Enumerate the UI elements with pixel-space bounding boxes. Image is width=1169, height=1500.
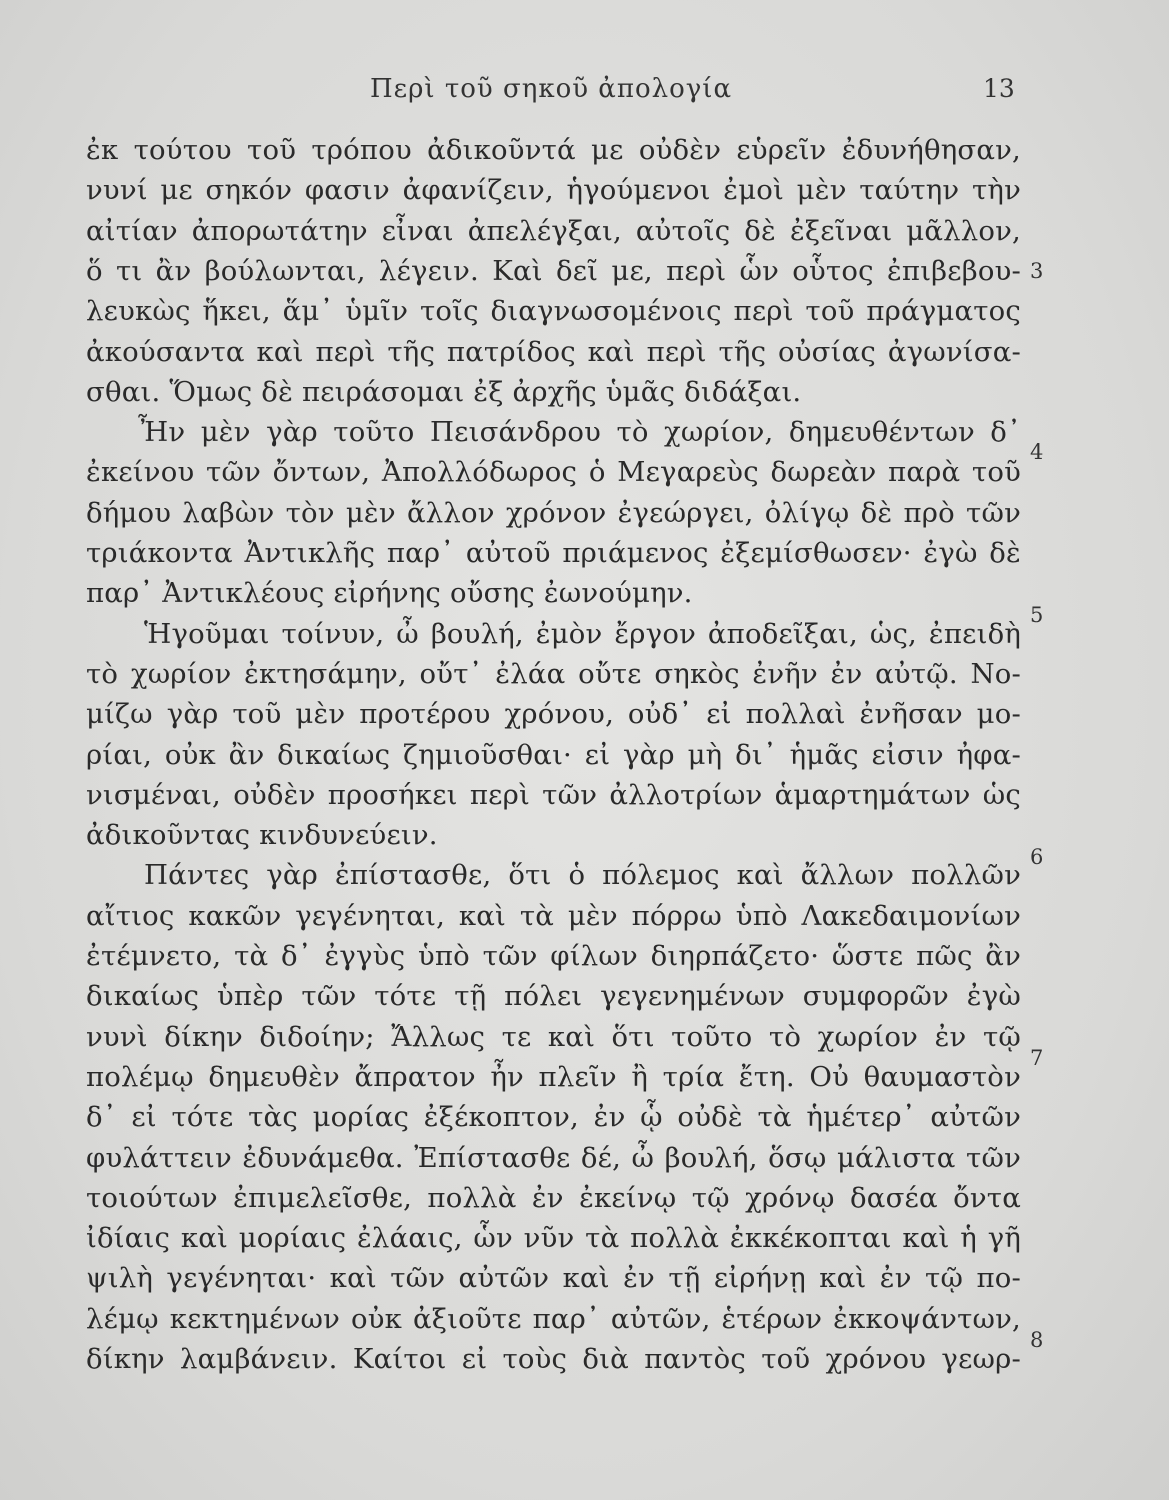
text-line: λέμῳ κεκτημένων οὐκ ἀξιοῦτε παρ᾽ αὐτῶν, ἑτέρων ἐκκοψάντων,: [86, 1302, 1021, 1335]
text-line: τριάκοντα Ἀντικλῆς παρ᾽ αὐτοῦ πριάμενος ἐξεμίσθωσεν· ἐγὼ δὲ: [86, 537, 1021, 569]
text-line: ἀδικοῦντας κινδυνεύειν.: [86, 819, 438, 852]
text-line: νυνί με σηκόν φασιν ἀφανίζειν, ἡγούμενοι ἐμοὶ μὲν ταύτην τὴν: [86, 174, 1021, 207]
text-line: Ἦν μὲν γὰρ τοῦτο Πεισάνδρου τὸ χωρίον, δημευθέντων δ᾽: [138, 416, 1021, 449]
text-line: σθαι. Ὅμως δὲ πειράσομαι ἐξ ἀρχῆς ὑμᾶς διδάξαι.: [86, 375, 802, 408]
text-line: τοιούτων ἐπιμελεῖσθε, πολλὰ ἐν ἐκείνῳ τῷ χρόνῳ δασέα ὄντα: [86, 1181, 1021, 1214]
text-line: νυνὶ δίκην διδοίην; Ἄλλως τε καὶ ὅτι τοῦτο τὸ χωρίον ἐν τῷ: [86, 1020, 1021, 1053]
section-number: 8: [1030, 1328, 1044, 1352]
text-line: δήμου λαβὼν τὸν μὲν ἄλλον χρόνον ἐγεώργει, ὀλίγῳ δὲ πρὸ τῶν: [86, 496, 1021, 529]
section-number: 5: [1030, 603, 1044, 627]
text-line: ρίαι, οὐκ ἂν δικαίως ζημιοῦσθαι· εἰ γὰρ μὴ δι᾽ ἡμᾶς εἰσιν ἠφα-: [86, 738, 1021, 771]
text-line: λευκὼς ἥκει, ἅμ᾽ ὑμῖν τοῖς διαγνωσομένοις περὶ τοῦ πράγματος: [86, 295, 1021, 328]
text-line: ἰδίαις καὶ μορίαις ἐλάαις, ὧν νῦν τὰ πολλὰ ἐκκέκοπται καὶ ἡ γῆ: [86, 1222, 1021, 1255]
section-number: 4: [1030, 440, 1044, 464]
section-number: 6: [1030, 845, 1044, 869]
text-line: αἰτίαν ἀπορωτάτην εἶναι ἀπελέγξαι, αὐτοῖς δὲ ἐξεῖναι μᾶλλον,: [86, 214, 1021, 247]
section-number: 3: [1030, 259, 1044, 283]
text-line: μίζω γὰρ τοῦ μὲν προτέρου χρόνου, οὐδ᾽ εἰ πολλαὶ ἐνῆσαν μο-: [86, 698, 1021, 731]
page-number: 13: [983, 74, 1015, 103]
text-line: ψιλὴ γεγένηται· καὶ τῶν αὐτῶν καὶ ἐν τῇ εἰρήνῃ καὶ ἐν τῷ πο-: [86, 1262, 1021, 1295]
text-line: ἀκούσαντα καὶ περὶ τῆς πατρίδος καὶ περὶ τῆς οὐσίας ἀγωνίσα-: [86, 335, 1021, 368]
running-head: [0, 70, 1169, 110]
text-line: δίκην λαμβάνειν. Καίτοι εἰ τοὺς διὰ παντὸς τοῦ χρόνου γεωρ-: [86, 1343, 1021, 1375]
text-line: πολέμῳ δημευθὲν ἄπρατον ἦν πλεῖν ἢ τρία ἔτη. Οὐ θαυμαστὸν: [86, 1060, 1021, 1093]
text-line: Ἡγοῦμαι τοίνυν, ὦ βουλή, ἐμὸν ἔργον ἀποδεῖξαι, ὡς, ἐπειδὴ: [144, 617, 1021, 650]
text-line: τὸ χωρίον ἐκτησάμην, οὔτ᾽ ἐλάα οὔτε σηκὸς ἐνῆν ἐν αὐτῷ. Νο-: [86, 657, 1021, 690]
text-line: δικαίως ὑπὲρ τῶν τότε τῇ πόλει γεγενημένων συμφορῶν ἐγὼ: [86, 980, 1021, 1013]
text-line: δ᾽ εἰ τότε τὰς μορίας ἐξέκοπτον, ἐν ᾧ οὐδὲ τὰ ἡμέτερ᾽ αὐτῶν: [86, 1101, 1021, 1134]
running-title: Περὶ τοῦ σηκοῦ ἀπολογία: [370, 74, 733, 104]
text-line: ἐκ τούτου τοῦ τρόπου ἀδικοῦντά με οὐδὲν εὑρεῖν ἐδυνήθησαν,: [86, 134, 1021, 166]
section-number: 7: [1030, 1046, 1044, 1070]
text-line: νισμέναι, οὐδὲν προσήκει περὶ τῶν ἀλλοτρίων ἁμαρτημάτων ὡς: [86, 778, 1021, 811]
text-line: ἐκείνου τῶν ὄντων, Ἀπολλόδωρος ὁ Μεγαρεὺς δωρεὰν παρὰ τοῦ: [86, 456, 1021, 489]
text-line: ἐτέμνετο, τὰ δ᾽ ἐγγὺς ὑπὸ τῶν φίλων διηρπάζετο· ὥστε πῶς ἂν: [86, 940, 1021, 972]
text-line: παρ᾽ Ἀντικλέους εἰρήνης οὔσης ἐωνούμην.: [86, 577, 693, 610]
text-line: αἴτιος κακῶν γεγένηται, καὶ τὰ μὲν πόρρω ὑπὸ Λακεδαιμονίων: [86, 899, 1021, 932]
text-line: ὅ τι ἂν βούλωνται, λέγειν. Καὶ δεῖ με, περὶ ὧν οὗτος ἐπιβεβου-: [86, 254, 1021, 287]
text-line: Πάντες γὰρ ἐπίστασθε, ὅτι ὁ πόλεμος καὶ ἄλλων πολλῶν: [144, 859, 1021, 892]
text-line: φυλάττειν ἐδυνάμεθα. Ἐπίστασθε δέ, ὦ βουλή, ὅσῳ μάλιστα τῶν: [86, 1141, 1021, 1174]
